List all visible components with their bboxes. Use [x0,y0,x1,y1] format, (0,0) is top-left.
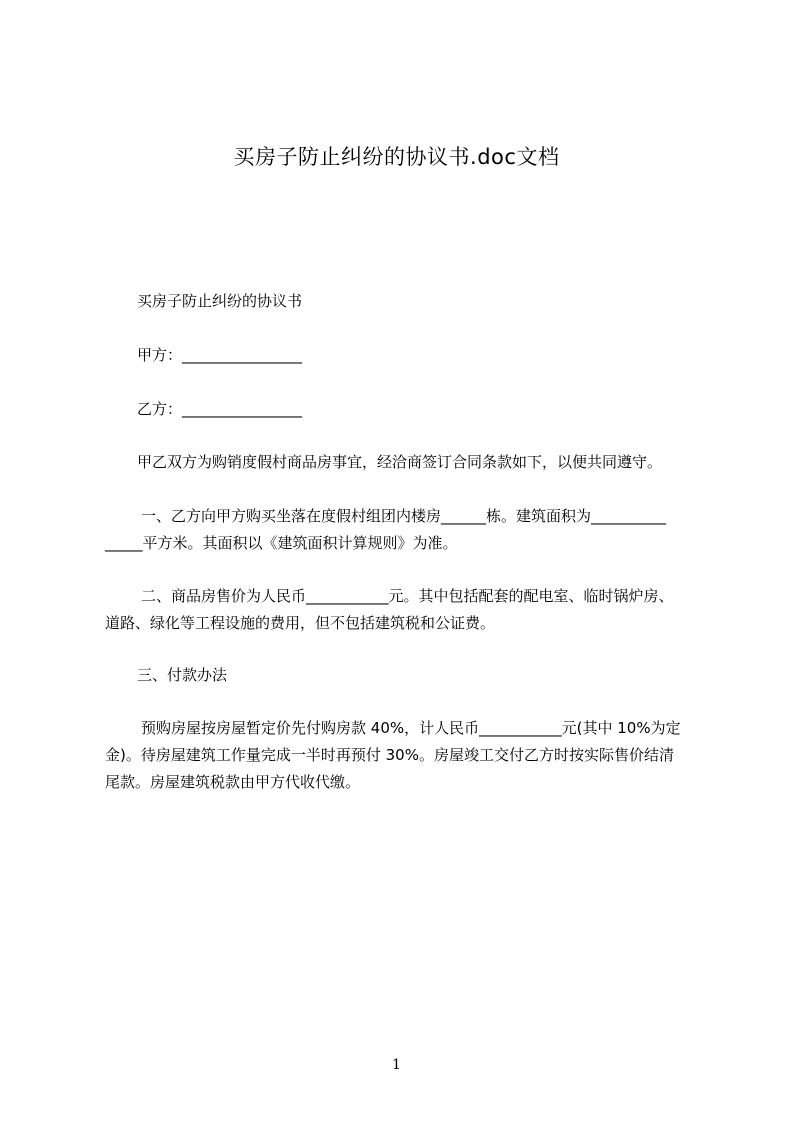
clause-3-title: 三、付款办法 [137,666,228,684]
clause-1-line-2: _____平方米。其面积以《建筑面积计算规则》为准。 [105,534,458,552]
payment-line-3: 尾款。房屋建筑税款由甲方代收代缴。 [105,773,361,791]
intro-paragraph: 甲乙双方为购销度假村商品房事宜，经洽商签订合同条款如下，以便共同遵守。 [137,453,663,471]
party-b-field: 乙方：________________ [137,400,303,418]
agreement-heading: 买房子防止纠纷的协议书 [137,292,303,310]
document-title: 买房子防止纠纷的协议书.doc文档 [233,145,560,169]
clause-2-line-2: 道路、绿化等工程设施的费用，但不包括建筑税和公证费。 [105,614,496,632]
party-a-field: 甲方：________________ [137,346,303,364]
payment-line-1: 预购房屋按房屋暂定价先付购房款 40%，计人民币___________元(其中 10%为定 [141,719,681,737]
payment-line-2: 金)。待房屋建筑工作量完成一半时再预付 30%。房屋竣工交付乙方时按实际售价结清 [105,746,674,764]
page-number: 1 [392,1057,401,1073]
clause-1-line-1: 一、乙方向甲方购买坐落在度假村组团内楼房______栋。建筑面积为__________ [141,507,667,525]
clause-2-line-1: 二、商品房售价为人民币___________元。其中包括配套的配电室、临时锅炉房、 [141,587,674,605]
